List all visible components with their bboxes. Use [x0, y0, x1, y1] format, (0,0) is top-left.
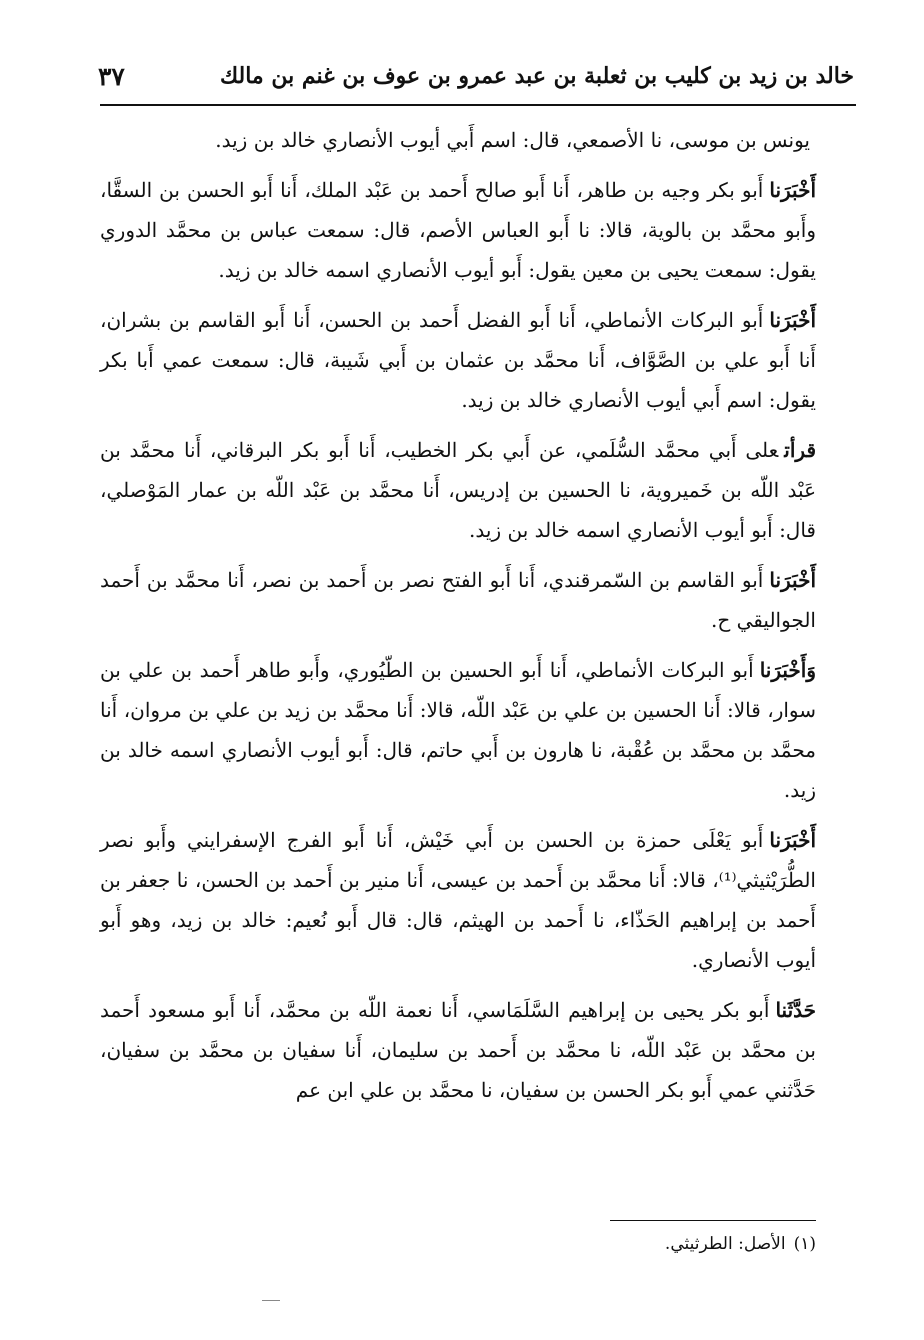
- scan-speck: [262, 1300, 280, 1301]
- paragraph-lead: أَخْبَرَنا: [769, 568, 816, 592]
- footnote-divider: [610, 1220, 816, 1221]
- paragraph-text: يونس بن موسى، نا الأصمعي، قال: اسم أَبي أيوب الأنصاري خالد بن زيد.: [215, 128, 810, 152]
- header-divider: [100, 104, 856, 106]
- paragraph: [100, 650, 816, 810]
- paragraph-text: على أَبي محمَّد السُّلَمي، عن أَبي بكر الخطيب، أَنا أَبو بكر البرقاني، أَنا محمَّد بن عَبْد اللّه بن خَميروية، نا الحسين بن إدريس، أَنا محمَّد بن عَبْد اللّه بن عمار المَوْصلي، قال: أَبو أيوب الأنصاري اسمه خالد بن زيد.: [100, 438, 816, 542]
- page-header: [98, 48, 854, 104]
- paragraph: [100, 300, 816, 420]
- paragraph-text: أَبو بكر يحيى بن إبراهيم السَّلَمَاسي، أَنا نعمة اللّه بن محمَّد، أَنا أَبو مسعود أَحمد بن محمَّد بن عَبْد اللّه، نا محمَّد بن أَحمد بن سليمان، أَنا سفيان بن محمَّد بن سفيان، حَدَّثني عمي أَبو بكر الحسن بن سفيان، نا محمَّد بن علي ابن عم: [100, 998, 816, 1102]
- paragraph-lead: أَخْبَرَنا: [769, 178, 816, 202]
- paragraph-text: أَبو البركات الأنماطي، أَنا أَبو الفضل أَحمد بن الحسن، أَنا أَبو القاسم بن بشران، أَنا أَبو علي بن الصَّوَّاف، أَنا محمَّد بن عثمان بن أَبي شَيبة، قال: سمعت عمي أَبا بكر يقول: اسم أَبي أيوب الأنصاري خالد بن زيد.: [100, 308, 816, 412]
- paragraph-lead: أَخْبَرَنا: [769, 828, 816, 852]
- paragraph: [100, 430, 816, 550]
- paragraph: [100, 120, 816, 160]
- paragraph: [100, 820, 816, 980]
- footnote-text: الأصل: الطرثيثي.: [664, 1234, 786, 1254]
- paragraph-text: أَبو القاسم بن السّمرقندي، أَنا أَبو الفتح نصر بن أَحمد بن نصر، أَنا محمَّد بن أَحمد الجواليقي ح.: [100, 568, 816, 632]
- footnote-marker: (١): [793, 1234, 816, 1254]
- paragraph-lead: أَخْبَرَنا: [769, 308, 816, 332]
- paragraph-text: أَبو يَعْلَى حمزة بن الحسن بن أَبي خَيْش، أَنا أَبو الفرج الإسفرايني وأَبو نصر الطُّرَيْثيثي⁽¹⁾، قالا: أَنا محمَّد بن أَحمد بن عيسى، أَنا منير بن أَحمد بن الحسن، نا جعفر بن أَحمد بن إبراهيم الحَذّاء، نا أَحمد بن الهيثم، قال: قال أَبو نُعيم: خالد بن زيد، وهو أَبو أيوب الأنصاري.: [100, 828, 816, 972]
- paragraph: [100, 990, 816, 1110]
- paragraph-text: أَبو بكر وجيه بن طاهر، أَنا أَبو صالح أَحمد بن عَبْد الملك، أَنا أَبو الحسن بن السقَّا، وأَبو محمَّد بن بالوية، قالا: نا أَبو العباس الأصم، قال: سمعت عباس بن محمَّد الدوري يقول: سمعت يحيى بن معين يقول: أَبو أيوب الأنصاري اسمه خالد بن زيد.: [100, 178, 816, 282]
- paragraph-text: أَبو البركات الأنماطي، أَنا أَبو الحسين بن الطّيُوري، وأَبو طاهر أَحمد بن علي بن سوار، قالا: أَنا الحسين بن علي بن عَبْد اللّه، قالا: أَنا محمَّد بن زيد بن علي بن مروان، أَنا محمَّد بن محمَّد بن عُقْبة، نا هارون بن أَبي حاتم، قال: أَبو أيوب الأنصاري اسمه خالد بن زيد.: [100, 658, 816, 802]
- running-title: خالد بن زيد بن كليب بن ثعلبة بن عبد عمرو بن عوف بن غنم بن مالك: [219, 63, 854, 89]
- footnote: [665, 1234, 816, 1254]
- page-number: ٣٧: [98, 61, 125, 91]
- paragraph: [100, 560, 816, 640]
- main-text: [100, 120, 816, 1120]
- paragraph-lead: قرأت: [784, 438, 816, 462]
- paragraph-lead: وَأَخْبَرَنا: [759, 658, 816, 682]
- paragraph: [100, 170, 816, 290]
- paragraph-lead: حَدَّثَنا: [775, 998, 816, 1022]
